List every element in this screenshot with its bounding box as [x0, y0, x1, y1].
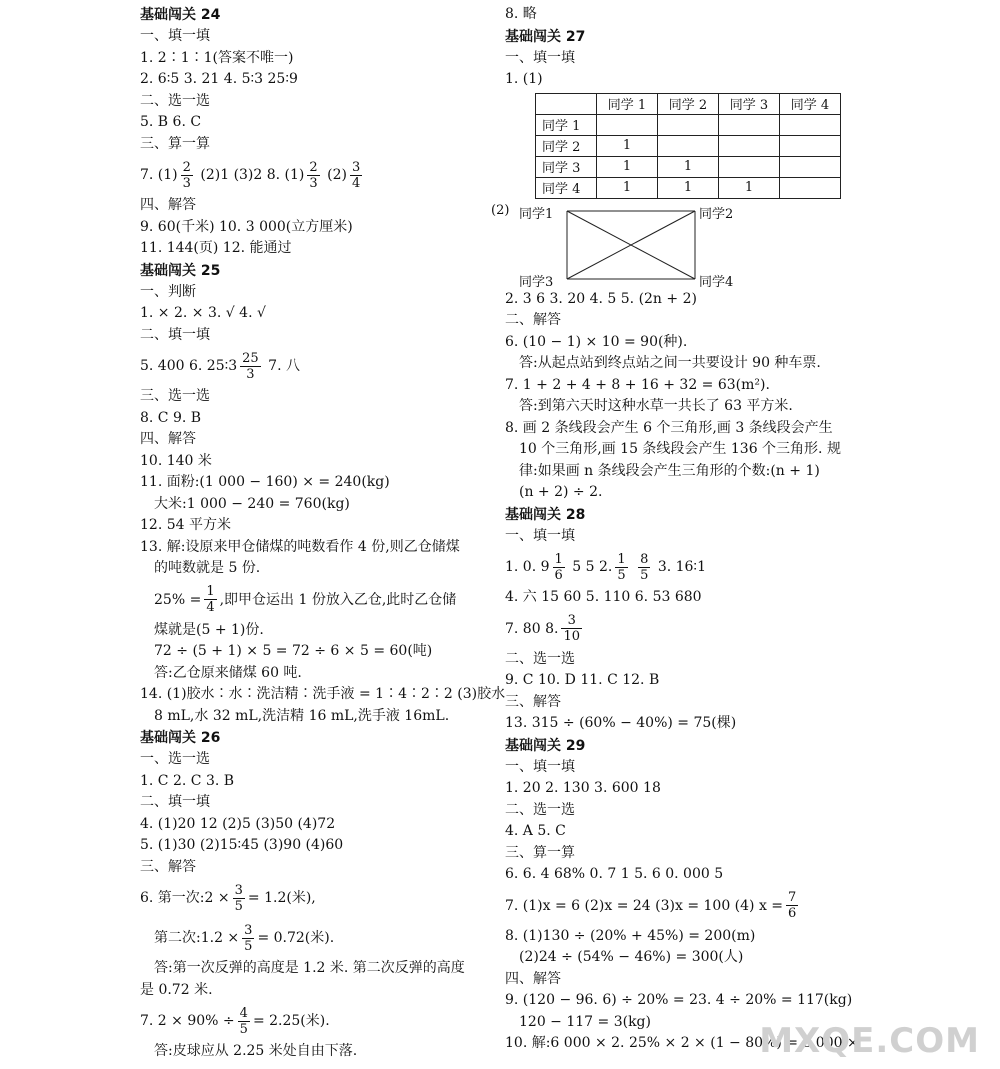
fraction: $\frac{3}{10}$ [563, 613, 580, 644]
answer-line: 11. 面粉:(1 000 − 160) × = 240(kg) [140, 474, 390, 490]
section-title-27: 基础闯关 27 [505, 28, 586, 45]
answer-line: 9. C 10. D 11. C 12. B [505, 672, 660, 688]
answer-line: (n + 2) ÷ 2. [519, 484, 603, 500]
table-row [536, 177, 841, 198]
heading: 二、解答 [505, 312, 561, 328]
answer-line: 6. 6. 4 68% 0. 7 1 5. 6 0. 000 5 [505, 866, 724, 882]
answer-line: 1. 2∶1∶1(答案不唯一) [140, 49, 294, 66]
heading: 一、填一填 [505, 527, 575, 544]
heading: 四、解答 [505, 970, 561, 987]
answer-line: 10. 解:6 000 × 2. 25% × 2 × (1 − 80%) = 6 000 × [505, 1035, 859, 1051]
left-column [140, 4, 506, 1063]
table-cell: 同学 2 [658, 93, 719, 114]
table-cell: 同学 4 [780, 93, 841, 114]
fraction: $\frac{2}{3}$ [309, 159, 318, 191]
heading: 四、解答 [140, 431, 196, 447]
answer-line: 7. 1 + 2 + 4 + 8 + 16 + 32 = 63(m²). [505, 376, 770, 393]
table-cell: 1 [658, 177, 719, 198]
answer-line: 答:第一次反弹的高度是 1.2 米. 第二次反弹的高度 [154, 960, 465, 976]
fraction-line: 7. 80 8. $\frac{3}{10}$ [505, 613, 580, 644]
handshake-graph [491, 202, 860, 290]
fraction-line: 1. 0. 9 $\frac{1}{6}$ 5 5 2. $\frac{1}{5}$ $\frac{8}{5}$ 3. 16∶1 [505, 551, 706, 583]
answer-line: 4. (1)20 12 (2)5 (3)50 (4)72 [140, 815, 336, 832]
fraction-line: 7. 2 × 90% ÷ $\frac{4}{5}$ = 2.25(米). [140, 1005, 330, 1037]
answer-line: 答:皮球应从 2.25 米处自由下落. [154, 1043, 358, 1059]
heading: 三、算一算 [140, 135, 210, 152]
table-header-row [536, 93, 841, 114]
answer-line: 6. (10 − 1) × 10 = 90(种). [505, 333, 688, 350]
answer-line: 120 − 117 = 3(kg) [519, 1013, 651, 1030]
answer-line: 5. B 6. C [140, 114, 202, 130]
section-title-26: 基础闯关 26 [140, 730, 221, 746]
answer-line: 8. 略 [505, 6, 537, 22]
table-cell [719, 156, 780, 177]
table-cell: 同学 3 [536, 156, 597, 177]
graph-node-label: 同学3 [519, 274, 554, 290]
table-cell: 1 [719, 177, 780, 198]
answer-line: 8. C 9. B [140, 409, 202, 426]
answer-line: 答:到第六天时这种水草一共长了 63 平方米. [519, 398, 793, 414]
answer-line: 2. 6∶5 3. 21 4. 5∶3 25∶9 [140, 71, 298, 87]
fraction: $\frac{25}{3}$ [242, 350, 259, 382]
answer-line: 8. 画 2 条线段会产生 6 个三角形,画 3 条线段会产生 [505, 419, 833, 436]
table-cell [536, 93, 597, 114]
table-cell [658, 114, 719, 135]
heading: 一、判断 [140, 283, 196, 300]
answer-line: 的吨数就是 5 份. [154, 560, 261, 576]
answer-line: 1. (1) [505, 71, 543, 87]
table-cell: 同学 1 [597, 93, 658, 114]
heading: 四、解答 [140, 197, 196, 213]
fraction: $\frac{3}{5}$ [234, 882, 243, 914]
table-cell [780, 177, 841, 198]
answer-line: 72 ÷ (5 + 1) × 5 = 72 ÷ 6 × 5 = 60(吨) [154, 643, 433, 659]
heading: 二、填一填 [140, 794, 210, 810]
table-cell: 同学 3 [719, 93, 780, 114]
heading: 一、填一填 [505, 49, 575, 66]
answer-line: 10 个三角形,画 15 条线段会产生 136 个三角形. 规 [519, 441, 841, 457]
table-cell: 同学 4 [536, 177, 597, 198]
fraction: $\frac{7}{6}$ [788, 890, 797, 921]
watermark: MXQE.COM [759, 1021, 980, 1061]
heading: 三、算一算 [505, 844, 575, 861]
graph-node-label: 同学2 [699, 206, 734, 222]
answer-line: 5. (1)30 (2)15∶45 (3)90 (4)60 [140, 837, 344, 853]
heading: 二、填一填 [140, 326, 210, 343]
answer-line: 4. 六 15 60 5. 110 6. 53 680 [505, 589, 702, 605]
fraction: $\frac{1}{5}$ [617, 551, 626, 583]
answer-line: 8 mL,水 32 mL,洗洁精 16 mL,洗手液 16mL. [154, 707, 450, 724]
table-cell: 同学 1 [536, 114, 597, 135]
answer-line: 8. (1)130 ÷ (20% + 45%) = 200(m) [505, 927, 756, 944]
answer-line: 1. C 2. C 3. B [140, 772, 235, 789]
fraction: $\frac{1}{4}$ [206, 584, 215, 615]
heading: 三、解答 [140, 858, 196, 875]
table-cell [780, 156, 841, 177]
graph-node-label: 同学1 [519, 206, 554, 222]
heading: 一、选一选 [140, 751, 210, 767]
table-cell [780, 135, 841, 156]
table-row [536, 114, 841, 135]
table-cell [658, 135, 719, 156]
heading: 二、选一选 [505, 650, 575, 667]
answer-line: 1. × 2. × 3. √ 4. √ [140, 305, 266, 321]
answer-line: 答:从起点站到终点站之间一共要设计 90 种车票. [519, 355, 821, 371]
answer-line: 10. 140 米 [140, 452, 212, 469]
handshake-table [535, 93, 841, 199]
table-cell: 1 [597, 177, 658, 198]
heading: 一、填一填 [505, 758, 575, 775]
section-title-25: 基础闯关 25 [140, 262, 221, 279]
section-title-28: 基础闯关 28 [505, 506, 586, 523]
answer-line: 13. 解:设原来甲仓储煤的吨数看作 4 份,则乙仓储煤 [140, 538, 460, 555]
fraction: $\frac{1}{6}$ [554, 551, 563, 583]
fraction: $\frac{2}{3}$ [182, 159, 191, 191]
heading: 三、选一选 [140, 388, 210, 404]
fraction: $\frac{3}{4}$ [351, 159, 361, 191]
right-column [491, 4, 860, 1055]
answer-line: 律:如果画 n 条线段会产生三角形的个数:(n + 1) [519, 462, 820, 479]
table-cell: 1 [597, 135, 658, 156]
answer-line: 大米:1 000 − 240 = 760(kg) [154, 495, 350, 512]
table-cell [719, 135, 780, 156]
answer-line: 4. A 5. C [505, 823, 566, 839]
answer-line: 13. 315 ÷ (60% − 40%) = 75(棵) [505, 715, 737, 731]
fraction: $\frac{8}{5}$ [640, 551, 649, 583]
section-title-29: 基础闯关 29 [505, 737, 586, 754]
fraction-line: 25% = $\frac{1}{4}$ ,即甲仓运出 1 份放入乙仓,此时乙仓储 [154, 584, 457, 615]
answer-line: 12. 54 平方米 [140, 517, 231, 533]
answer-line: (2)24 ÷ (54% − 46%) = 300(人) [519, 949, 744, 965]
fraction: $\frac{3}{5}$ [244, 922, 253, 954]
table-row [536, 156, 841, 177]
answer-line: 是 0.72 米. [140, 981, 213, 998]
fraction-line: 5. 400 6. 25∶3 $\frac{25}{3}$ 7. 八 [140, 350, 300, 382]
answer-line: 2. 3 6 3. 20 4. 5 5. (2n + 2) [505, 290, 697, 307]
fraction: $\frac{4}{5}$ [239, 1005, 248, 1037]
heading: 二、选一选 [140, 92, 210, 109]
heading: 三、解答 [505, 693, 561, 710]
answer-line: 11. 144(页) 12. 能通过 [140, 240, 292, 256]
fraction-line: 第二次:1.2 × $\frac{3}{5}$ = 0.72(米). [154, 922, 335, 954]
heading: 二、选一选 [505, 801, 575, 818]
fraction-line: 7. (1)x = 6 (2)x = 24 (3)x = 100 (4) x = $\frac{7}{6}$ [505, 890, 797, 921]
heading: 一、填一填 [140, 28, 210, 44]
graph-node-label: 同学4 [699, 274, 734, 290]
fraction-line: 6. 第一次:2 × $\frac{3}{5}$ = 1.2(米), [140, 882, 316, 914]
table-cell [719, 114, 780, 135]
section-title-24: 基础闯关 24 [140, 7, 221, 23]
answer-line: 煤就是(5 + 1)份. [154, 621, 264, 638]
table-cell: 1 [597, 156, 658, 177]
table-cell: 1 [658, 156, 719, 177]
table-cell [780, 114, 841, 135]
answer-line: 答:乙仓原来储煤 60 吨. [154, 664, 302, 681]
fraction-line: 7. (1) $\frac{2}{3}$ (2)1 (3)2 8. (1) $\frac{2}{3}$ (2) $\frac{3}{4}$ [140, 159, 361, 191]
table-row [536, 135, 841, 156]
graph-label: (2) [491, 202, 510, 218]
table-cell [597, 114, 658, 135]
answer-line: 1. 20 2. 130 3. 600 18 [505, 780, 661, 796]
answer-line: 9. (120 − 96. 6) ÷ 20% = 23. 4 ÷ 20% = 117(kg) [505, 992, 853, 1008]
table-cell: 同学 2 [536, 135, 597, 156]
answer-line: 14. (1)胶水∶水∶洗洁精∶洗手液 = 1∶4∶2∶2 (3)胶水 [140, 686, 506, 702]
answer-line: 9. 60(千米) 10. 3 000(立方厘米) [140, 218, 353, 235]
